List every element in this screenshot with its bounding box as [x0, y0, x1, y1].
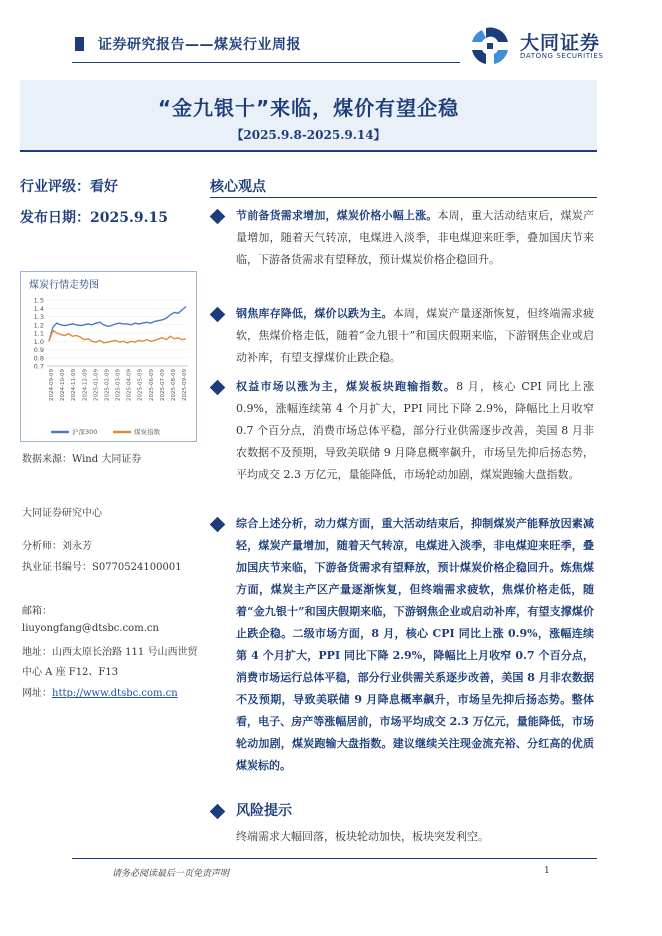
- cert-number: 执业证书编号：S0770524100001: [22, 562, 182, 573]
- disclaimer-note: 请务必阅读最后一页免责声明: [112, 869, 230, 879]
- header-rule: [72, 62, 460, 63]
- core-views-heading: 核心观点: [210, 179, 266, 195]
- core-point-2: [236, 303, 594, 369]
- header-square-mark: [75, 37, 84, 51]
- coal-trend-chart: [20, 271, 197, 442]
- x-tick-label: 2025-06-09: [148, 369, 155, 401]
- legend-label: 煤炭指数: [134, 428, 160, 436]
- core-point-1: [236, 205, 594, 271]
- website: [22, 684, 178, 699]
- email-value[interactable]: liuyongfang@dtsbc.com.cn: [22, 623, 159, 634]
- footer-rule: [72, 858, 597, 859]
- x-tick-label: 2025-08-09: [170, 369, 177, 401]
- x-tick-label: 2025-07-09: [159, 369, 166, 401]
- publish-date: 发布日期：2025.9.15: [20, 210, 168, 226]
- core-summary: 综合上述分析，动力煤方面，重大活动结束后，抑制煤炭产能释放因素减轻，煤炭产量增加，随着天气转凉，电煤进入淡季，非电煤迎来旺季，叠加国庆节来临，下游备货需求有望释放，预计煤炭价格企稳回升。炼焦煤方面，煤炭主产区产量逐渐恢复，但终端需求疲软，焦煤价格走低，随着“金九银十”和国庆假期来临，下游钢焦企业或启动补库，有望支撑煤价止跌企稳。二级市场方面，8 月，核心 CPI 同比上涨 0.9%，涨幅连续第 4 个月扩大，PPI 同比下降 2.9%，降幅比上月收窄 0.7 个百分点，消费市场运行总体平稳，部分行业供需关系逐步改善，美国 8 月非农数据不及预期，导致美联储 9 月降息概率飙升，市场呈先抑后扬态势。整体看，电子、房产等涨幅居前，市场平均成交 2.3 万亿元，量能降低，市场轮动加剧，煤炭跑输大盘指数。建议继续关注现金流充裕、分红高的优质煤炭标的。: [236, 517, 594, 772]
- bullet-diamond-icon: [210, 209, 226, 225]
- website-link[interactable]: http://www.dtsbc.com.cn: [52, 688, 178, 699]
- industry-rating: 行业评级：看好: [20, 179, 118, 195]
- report-type-label: 证券研究报告——煤炭行业周报: [98, 37, 301, 53]
- address: 地址：山西太原长治路 111 号山西世贸中心 A 座 F12、F13: [22, 647, 198, 678]
- x-tick-label: 2025-04-09: [126, 369, 133, 401]
- legend-label: 沪深300: [72, 428, 98, 436]
- title-band-rule: [20, 150, 597, 152]
- core-point-3-body: 8 月，核心 CPI 同比上涨 0.9%，涨幅连续第 4 个月扩大，PPI 同比下降 2.9%，降幅比上月收窄 0.7 个百分点，消费市场总体平稳，部分行业供需逐步改善，美国 8 月非农数据不及预期，导致美联储 9 月降息概率飙升，市场呈先抑后扬态势，平均成交 2.3 万亿元，量能降低，市场轮动加剧，煤炭跑输大盘指数。: [236, 380, 594, 481]
- x-tick-label: 2025-01-09: [93, 369, 100, 401]
- brand-name-en: DATONG SECURITIES: [520, 52, 604, 60]
- trend-chart-svg: [21, 292, 198, 442]
- page-number: 1: [544, 866, 550, 876]
- core-point-3: [236, 376, 594, 486]
- y-tick-label: 1.2: [33, 321, 44, 330]
- website-label: 网址：: [22, 688, 52, 699]
- y-tick-label: 0.7: [33, 362, 44, 371]
- core-point-1-body: 本周，重大活动结束后，煤炭产量增加，随着天气转凉，电煤进入淡季，非电煤迎来旺季，叠加国庆节来临，下游备货需求有望释放，预计煤炭价格企稳回升。: [236, 209, 594, 266]
- analyst-name: 分析师：刘永芳: [22, 541, 92, 552]
- email-label: 邮箱：: [22, 606, 52, 617]
- y-tick-label: 0.9: [33, 346, 44, 354]
- core-point-2-lead: 钢焦库存降低，煤价以跌为主。: [236, 307, 393, 320]
- core-point-2-body: 本周，煤炭产量逐渐恢复，但终端需求疲软，焦煤价格走低，随着“金九银十”和国庆假期来临，下游钢焦企业或启动补库，有望支撑煤价止跌企稳。: [236, 307, 595, 364]
- x-tick-label: 2024-12-09: [82, 369, 89, 401]
- core-views-rule: [210, 197, 597, 198]
- chart-title: 煤炭行情走势图: [29, 280, 99, 291]
- series-line-hs300: [49, 307, 186, 342]
- research-institute: 大同证券研究中心: [22, 508, 102, 519]
- y-tick-label: 1.3: [33, 313, 44, 321]
- x-tick-label: 2025-03-09: [115, 369, 122, 401]
- core-point-1-lead: 节前备货需求增加，煤炭价格小幅上涨。: [236, 209, 438, 222]
- brand-name-cn: 大同证券: [520, 32, 601, 54]
- y-tick-label: 0.8: [33, 354, 44, 363]
- x-tick-label: 2025-02-09: [104, 369, 111, 401]
- x-tick-label: 2025-09-09: [182, 369, 188, 401]
- risk-text: 终端需求大幅回落，板块轮动加快，板块突发利空。: [236, 830, 489, 843]
- risk-heading: 风险提示: [236, 803, 292, 819]
- data-source: 数据来源：Wind 大同证券: [22, 454, 142, 465]
- y-tick-label: 1.4: [33, 304, 44, 313]
- y-tick-label: 1.0: [33, 337, 44, 346]
- y-tick-label: 1.1: [33, 329, 44, 338]
- bullet-diamond-icon: [210, 804, 226, 820]
- report-title: “金九银十”来临，煤价有望企稳: [157, 96, 460, 120]
- x-tick-label: 2025-05-09: [137, 369, 144, 401]
- report-date-range: 【2025.9.8-2025.9.14】: [231, 128, 386, 142]
- bullet-diamond-icon: [210, 380, 226, 396]
- x-tick-label: 2024-10-09: [60, 369, 67, 401]
- y-tick-label: 1.5: [33, 296, 44, 305]
- x-tick-label: 2024-11-09: [71, 369, 78, 401]
- x-tick-label: 2024-09-09: [49, 369, 55, 401]
- core-point-3-lead: 权益市场以涨为主，煤炭板块跑输指数。: [236, 380, 457, 393]
- bullet-diamond-icon: [210, 307, 226, 323]
- bullet-diamond-icon: [210, 517, 226, 533]
